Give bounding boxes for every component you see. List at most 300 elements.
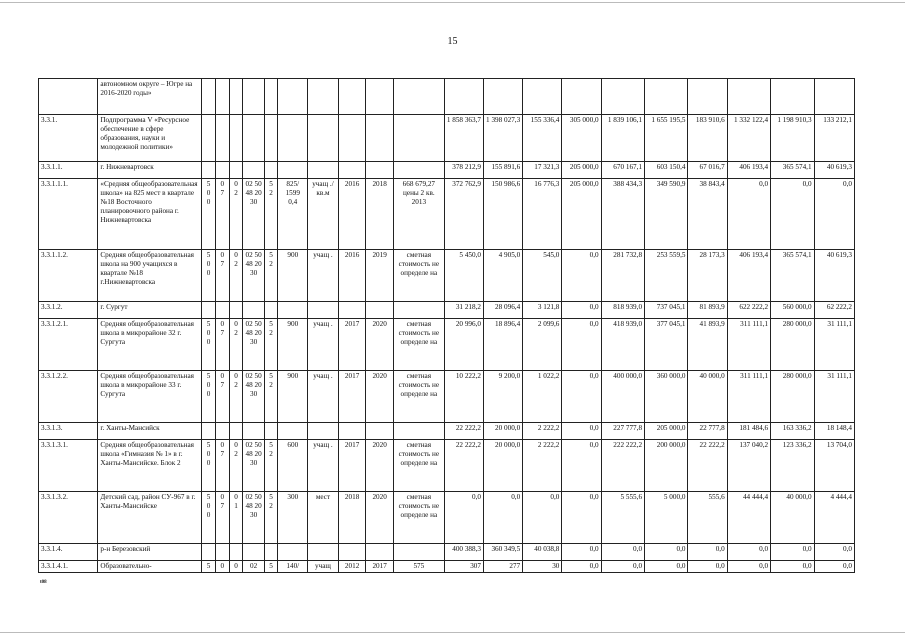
cell-unit: учащ . xyxy=(308,440,339,492)
cell-v1: 0,0 xyxy=(444,492,483,544)
cell-v2: 1 398 027,3 xyxy=(483,115,522,162)
cell-v8: 311 111,1 xyxy=(727,371,770,423)
cell-code: 3.3.1.2. xyxy=(39,302,98,319)
table-row xyxy=(39,440,855,492)
cell-c5 xyxy=(264,162,278,179)
cell-code: 3.3.1.4.1. xyxy=(39,561,98,573)
cell-start: 2017 xyxy=(338,371,366,423)
cell-v3: 1 022,2 xyxy=(523,371,562,423)
cell-c3 xyxy=(229,302,243,319)
cell-end: 2020 xyxy=(366,492,394,544)
cell-v5: 222 222,2 xyxy=(601,440,644,492)
cell-end xyxy=(366,162,394,179)
cell-c5: 5 2 xyxy=(264,179,278,250)
cell-v1: 10 222,2 xyxy=(444,371,483,423)
cell-end: 2020 xyxy=(366,440,394,492)
cell-v8: 0,0 xyxy=(727,561,770,573)
cell-end: 2019 xyxy=(366,250,394,302)
cell-v10 xyxy=(814,79,854,115)
cell-c3: 0 2 xyxy=(229,250,243,302)
cell-v4 xyxy=(562,79,601,115)
cell-unit: учащ . xyxy=(308,319,339,371)
cell-cost-ref: сметная стоимость не определе на xyxy=(393,440,444,492)
cell-name: Средняя общеобразовательная школа на 900 учащихся в квартале №18 г.Нижневартовска xyxy=(98,250,202,302)
cell-start: 2018 xyxy=(338,492,366,544)
cell-c3: 0 2 xyxy=(229,179,243,250)
cell-c5: 5 2 xyxy=(264,250,278,302)
cell-v9: 280 000,0 xyxy=(771,371,814,423)
cell-unit xyxy=(308,544,339,561)
cell-v7: 38 843,4 xyxy=(688,179,727,250)
cell-c1: 5 0 0 xyxy=(202,179,216,250)
cell-v2: 150 986,6 xyxy=(483,179,522,250)
cell-c3: 0 1 xyxy=(229,492,243,544)
cell-v1 xyxy=(444,79,483,115)
cell-c1: 5 0 0 xyxy=(202,371,216,423)
cell-capacity xyxy=(278,544,308,561)
cell-c2: 0 7 xyxy=(215,250,229,302)
cell-v9: 123 336,2 xyxy=(771,440,814,492)
cell-v2: 0,0 xyxy=(483,492,522,544)
cell-v8: 311 111,1 xyxy=(727,319,770,371)
cell-c1 xyxy=(202,79,216,115)
cell-start xyxy=(338,115,366,162)
cell-v6: 737 045,1 xyxy=(645,302,688,319)
cell-v6: 377 045,1 xyxy=(645,319,688,371)
cell-v8 xyxy=(727,79,770,115)
cell-v8: 622 222,2 xyxy=(727,302,770,319)
cell-c2: 0 7 xyxy=(215,371,229,423)
cell-v2: 20 000,0 xyxy=(483,423,522,440)
cell-v7: 22 777,8 xyxy=(688,423,727,440)
cell-v10: 133 212,1 xyxy=(814,115,854,162)
cell-start: 2016 xyxy=(338,250,366,302)
cell-v5: 400 000,0 xyxy=(601,371,644,423)
cell-name: Образовательно- xyxy=(98,561,202,573)
cell-v6: 0,0 xyxy=(645,544,688,561)
cell-v3: 16 776,3 xyxy=(523,179,562,250)
cell-v6: 253 559,5 xyxy=(645,250,688,302)
cell-c1: 5 0 0 xyxy=(202,440,216,492)
cell-name: Средняя общеобразовательная школа «Гимназия № 1» в г. Ханты-Мансийске. Блок 2 xyxy=(98,440,202,492)
table-row xyxy=(39,302,855,319)
cell-v4: 205 000,0 xyxy=(562,162,601,179)
cell-v5: 227 777,8 xyxy=(601,423,644,440)
cell-end xyxy=(366,79,394,115)
cell-capacity xyxy=(278,423,308,440)
cell-v1: 31 218,2 xyxy=(444,302,483,319)
cell-c5: 5 2 xyxy=(264,371,278,423)
cell-v3: 545,0 xyxy=(523,250,562,302)
cell-v8: 181 484,6 xyxy=(727,423,770,440)
cell-name: «Средняя общеобразовательная школа» на 825 мест в квартале №18 Восточного планировочного района г. Нижневартовска xyxy=(98,179,202,250)
cell-v3: 2 222,2 xyxy=(523,423,562,440)
cell-v5: 1 839 106,1 xyxy=(601,115,644,162)
cell-start: 2017 xyxy=(338,440,366,492)
cell-v5: 0,0 xyxy=(601,544,644,561)
cell-v7: 22 222,2 xyxy=(688,440,727,492)
cell-c2: 0 7 xyxy=(215,319,229,371)
cell-unit xyxy=(308,162,339,179)
cell-v6: 349 590,9 xyxy=(645,179,688,250)
cell-v7: 0,0 xyxy=(688,561,727,573)
cell-name: Средняя общеобразовательная школа в микрорайоне 33 г. Сургута xyxy=(98,371,202,423)
cell-v10: 31 111,1 xyxy=(814,319,854,371)
cell-v10: 13 704,0 xyxy=(814,440,854,492)
cell-end xyxy=(366,115,394,162)
cell-unit xyxy=(308,302,339,319)
cell-unit xyxy=(308,115,339,162)
cell-end xyxy=(366,302,394,319)
cell-start: 2012 xyxy=(338,561,366,573)
cell-v2: 9 200,0 xyxy=(483,371,522,423)
table-row xyxy=(39,561,855,573)
cell-end: 2020 xyxy=(366,371,394,423)
cell-v9: 0,0 xyxy=(771,179,814,250)
cell-v5: 0,0 xyxy=(601,561,644,573)
cell-c3 xyxy=(229,79,243,115)
cell-v1: 1 858 363,7 xyxy=(444,115,483,162)
cell-cost-ref: сметная стоимость не определе на xyxy=(393,492,444,544)
cell-v6: 360 000,0 xyxy=(645,371,688,423)
table-row xyxy=(39,492,855,544)
cell-v4: 0,0 xyxy=(562,544,601,561)
cell-v1: 22 222,2 xyxy=(444,423,483,440)
cell-v5: 670 167,1 xyxy=(601,162,644,179)
cell-unit xyxy=(308,79,339,115)
cell-c3 xyxy=(229,544,243,561)
investment-table xyxy=(38,78,855,573)
cell-c4: 02 50 48 20 30 xyxy=(243,179,264,250)
cell-v6: 1 655 195,5 xyxy=(645,115,688,162)
table-row xyxy=(39,423,855,440)
cell-c1 xyxy=(202,423,216,440)
cell-v7: 81 893,9 xyxy=(688,302,727,319)
cell-unit: учащ . xyxy=(308,250,339,302)
cell-start xyxy=(338,302,366,319)
cell-v1: 20 996,0 xyxy=(444,319,483,371)
cell-v9: 365 574,1 xyxy=(771,162,814,179)
table-row xyxy=(39,179,855,250)
cell-code xyxy=(39,79,98,115)
cell-c2 xyxy=(215,302,229,319)
cell-v1: 22 222,2 xyxy=(444,440,483,492)
cell-capacity xyxy=(278,79,308,115)
cell-c1: 5 0 0 xyxy=(202,250,216,302)
cell-cost-ref xyxy=(393,162,444,179)
cell-start: 2016 xyxy=(338,179,366,250)
cell-v4: 0,0 xyxy=(562,423,601,440)
cell-cost-ref: сметная стоимость не определе на xyxy=(393,371,444,423)
cell-v7: 28 173,3 xyxy=(688,250,727,302)
cell-c4: 02 50 48 20 30 xyxy=(243,371,264,423)
cell-unit: учащ ./ кв.м xyxy=(308,179,339,250)
cell-v7: 555,6 xyxy=(688,492,727,544)
cell-cost-ref xyxy=(393,544,444,561)
cell-c4 xyxy=(243,423,264,440)
cell-v1: 307 xyxy=(444,561,483,573)
cell-unit: учащ . xyxy=(308,371,339,423)
cell-v10: 0,0 xyxy=(814,561,854,573)
cell-v10: 40 619,3 xyxy=(814,250,854,302)
cell-v9: 280 000,0 xyxy=(771,319,814,371)
cell-c3 xyxy=(229,115,243,162)
cell-c5: 5 2 xyxy=(264,492,278,544)
cell-v9: 40 000,0 xyxy=(771,492,814,544)
cell-v8: 0,0 xyxy=(727,544,770,561)
cell-cost-ref xyxy=(393,79,444,115)
page-number: 15 xyxy=(447,36,458,47)
cell-c2: 0 xyxy=(215,561,229,573)
cell-capacity: 900 xyxy=(278,319,308,371)
cell-start xyxy=(338,162,366,179)
cell-cost-ref: сметная стоимость не определе на xyxy=(393,250,444,302)
cell-c4 xyxy=(243,544,264,561)
cell-c5 xyxy=(264,544,278,561)
cell-v2: 20 000,0 xyxy=(483,440,522,492)
cell-v10: 62 222,2 xyxy=(814,302,854,319)
cell-v3 xyxy=(523,79,562,115)
cell-name: Детский сад, район СУ-967 в г. Ханты-Мансийске xyxy=(98,492,202,544)
cell-c1 xyxy=(202,162,216,179)
cell-v1: 5 450,0 xyxy=(444,250,483,302)
cell-code: 3.3.1.1.2. xyxy=(39,250,98,302)
cell-cost-ref: 575 xyxy=(393,561,444,573)
cell-c4: 02 50 48 20 30 xyxy=(243,250,264,302)
cell-c5: 5 2 xyxy=(264,440,278,492)
cell-start xyxy=(338,423,366,440)
cell-v3: 3 121,8 xyxy=(523,302,562,319)
cell-v5 xyxy=(601,79,644,115)
cell-v10: 0,0 xyxy=(814,179,854,250)
cell-c5 xyxy=(264,79,278,115)
cell-c4: 02 50 48 20 30 xyxy=(243,492,264,544)
cell-end xyxy=(366,423,394,440)
cell-cost-ref xyxy=(393,115,444,162)
document-table-wrapper xyxy=(38,78,855,573)
cell-c3 xyxy=(229,423,243,440)
cell-start xyxy=(338,544,366,561)
cell-code: 3.3.1. xyxy=(39,115,98,162)
cell-c5 xyxy=(264,302,278,319)
cell-c5 xyxy=(264,115,278,162)
cell-v4: 0,0 xyxy=(562,250,601,302)
cell-v4: 0,0 xyxy=(562,302,601,319)
cell-code: 3.3.1.1.1. xyxy=(39,179,98,250)
cell-capacity xyxy=(278,302,308,319)
cell-c4 xyxy=(243,115,264,162)
cell-v3: 40 038,8 xyxy=(523,544,562,561)
table-row xyxy=(39,544,855,561)
cell-v1: 378 212,9 xyxy=(444,162,483,179)
cell-cost-ref: 668 679,27 цены 2 кв. 2013 xyxy=(393,179,444,250)
cell-c2 xyxy=(215,79,229,115)
cell-c4: 02 50 48 20 30 xyxy=(243,440,264,492)
cell-capacity: 600 xyxy=(278,440,308,492)
cell-v4: 0,0 xyxy=(562,371,601,423)
cell-c3 xyxy=(229,162,243,179)
cell-c2: 0 7 xyxy=(215,492,229,544)
cell-name: г. Сургут xyxy=(98,302,202,319)
cell-v8: 0,0 xyxy=(727,179,770,250)
cell-v7: 183 910,6 xyxy=(688,115,727,162)
cell-v3: 2 099,6 xyxy=(523,319,562,371)
cell-start: 2017 xyxy=(338,319,366,371)
cell-v5: 418 939,0 xyxy=(601,319,644,371)
cell-code: 3.3.1.2.1. xyxy=(39,319,98,371)
cell-v2: 360 349,5 xyxy=(483,544,522,561)
cell-v2: 277 xyxy=(483,561,522,573)
cell-c1 xyxy=(202,544,216,561)
cell-capacity xyxy=(278,115,308,162)
cell-c4 xyxy=(243,162,264,179)
cell-start xyxy=(338,79,366,115)
table-row xyxy=(39,250,855,302)
cell-c5: 5 xyxy=(264,561,278,573)
cell-v9 xyxy=(771,79,814,115)
cell-v9: 560 000,0 xyxy=(771,302,814,319)
cell-capacity: 900 xyxy=(278,250,308,302)
cell-v2 xyxy=(483,79,522,115)
cell-code: 3.3.1.3. xyxy=(39,423,98,440)
cell-v4: 0,0 xyxy=(562,440,601,492)
footer-mark: t08 xyxy=(40,580,47,585)
cell-v2: 28 096,4 xyxy=(483,302,522,319)
cell-c1: 5 0 0 xyxy=(202,319,216,371)
cell-c3: 0 2 xyxy=(229,319,243,371)
cell-name: Средняя общеобразовательная школа в микрорайоне 32 г. Сургута xyxy=(98,319,202,371)
cell-name: г. Ханты-Мансийск xyxy=(98,423,202,440)
cell-v5: 281 732,8 xyxy=(601,250,644,302)
cell-name: р-н Березовский xyxy=(98,544,202,561)
cell-name: Подпрограмма V «Ресурсное обеспечение в сфере образования, науки и молодежной политики» xyxy=(98,115,202,162)
cell-v6: 5 000,0 xyxy=(645,492,688,544)
cell-code: 3.3.1.1. xyxy=(39,162,98,179)
cell-v10: 0,0 xyxy=(814,544,854,561)
cell-c2 xyxy=(215,115,229,162)
cell-v2: 4 905,0 xyxy=(483,250,522,302)
cell-v2: 18 896,4 xyxy=(483,319,522,371)
cell-capacity: 300 xyxy=(278,492,308,544)
cell-v4: 0,0 xyxy=(562,492,601,544)
cell-v10: 4 444,4 xyxy=(814,492,854,544)
cell-v4: 0,0 xyxy=(562,561,601,573)
cell-v7: 40 000,0 xyxy=(688,371,727,423)
cell-c2 xyxy=(215,544,229,561)
top-rule xyxy=(0,2,905,3)
cell-c5 xyxy=(264,423,278,440)
cell-v3: 0,0 xyxy=(523,492,562,544)
cell-v8: 406 193,4 xyxy=(727,162,770,179)
cell-c4 xyxy=(243,79,264,115)
cell-code: 3.3.1.2.2. xyxy=(39,371,98,423)
cell-v9: 1 198 910,3 xyxy=(771,115,814,162)
cell-v7: 41 893,9 xyxy=(688,319,727,371)
cell-v6: 603 150,4 xyxy=(645,162,688,179)
cell-v5: 5 555,6 xyxy=(601,492,644,544)
cell-name: автономном округе – Югре на 2016-2020 годы» xyxy=(98,79,202,115)
cell-v3: 2 222,2 xyxy=(523,440,562,492)
cell-c1 xyxy=(202,115,216,162)
cell-unit: учащ xyxy=(308,561,339,573)
bottom-rule xyxy=(0,632,905,633)
cell-c2: 0 7 xyxy=(215,440,229,492)
table-row xyxy=(39,79,855,115)
cell-end: 2017 xyxy=(366,561,394,573)
cell-v10: 31 111,1 xyxy=(814,371,854,423)
cell-c1: 5 0 0 xyxy=(202,492,216,544)
cell-v9: 163 336,2 xyxy=(771,423,814,440)
cell-v10: 18 148,4 xyxy=(814,423,854,440)
cell-c3: 0 xyxy=(229,561,243,573)
cell-v9: 0,0 xyxy=(771,544,814,561)
cell-end xyxy=(366,544,394,561)
cell-c1 xyxy=(202,302,216,319)
cell-v8: 1 332 122,4 xyxy=(727,115,770,162)
cell-end: 2018 xyxy=(366,179,394,250)
cell-v7: 67 016,7 xyxy=(688,162,727,179)
cell-v7 xyxy=(688,79,727,115)
table-row xyxy=(39,319,855,371)
cell-name: г. Нижневартовск xyxy=(98,162,202,179)
cell-v1: 400 388,3 xyxy=(444,544,483,561)
cell-v4: 205 000,0 xyxy=(562,179,601,250)
cell-v7: 0,0 xyxy=(688,544,727,561)
cell-code: 3.3.1.3.2. xyxy=(39,492,98,544)
cell-capacity: 825/ 1599 0,4 xyxy=(278,179,308,250)
cell-c4: 02 xyxy=(243,561,264,573)
cell-cost-ref: сметная стоимость не определе на xyxy=(393,319,444,371)
cell-c3: 0 2 xyxy=(229,440,243,492)
cell-v3: 17 321,3 xyxy=(523,162,562,179)
cell-v6: 0,0 xyxy=(645,561,688,573)
cell-code: 3.3.1.4. xyxy=(39,544,98,561)
cell-unit xyxy=(308,423,339,440)
cell-c2: 0 7 xyxy=(215,179,229,250)
cell-v3: 155 336,4 xyxy=(523,115,562,162)
cell-v8: 44 444,4 xyxy=(727,492,770,544)
cell-c4 xyxy=(243,302,264,319)
cell-v1: 372 762,9 xyxy=(444,179,483,250)
table-row xyxy=(39,371,855,423)
table-row xyxy=(39,162,855,179)
cell-v3: 30 xyxy=(523,561,562,573)
cell-c1: 5 xyxy=(202,561,216,573)
cell-v5: 818 939,0 xyxy=(601,302,644,319)
cell-v9: 0,0 xyxy=(771,561,814,573)
cell-v8: 406 193,4 xyxy=(727,250,770,302)
cell-v5: 388 434,3 xyxy=(601,179,644,250)
cell-v8: 137 040,2 xyxy=(727,440,770,492)
cell-v10: 40 619,3 xyxy=(814,162,854,179)
cell-capacity: 140/ xyxy=(278,561,308,573)
cell-capacity: 900 xyxy=(278,371,308,423)
cell-v4: 0,0 xyxy=(562,319,601,371)
cell-end: 2020 xyxy=(366,319,394,371)
cell-v6: 200 000,0 xyxy=(645,440,688,492)
cell-c4: 02 50 48 20 30 xyxy=(243,319,264,371)
cell-v2: 155 891,6 xyxy=(483,162,522,179)
cell-v9: 365 574,1 xyxy=(771,250,814,302)
cell-v4: 305 000,0 xyxy=(562,115,601,162)
cell-c2 xyxy=(215,162,229,179)
cell-c2 xyxy=(215,423,229,440)
cell-v6: 205 000,0 xyxy=(645,423,688,440)
cell-c5: 5 2 xyxy=(264,319,278,371)
cell-cost-ref xyxy=(393,302,444,319)
table-row xyxy=(39,115,855,162)
cell-capacity xyxy=(278,162,308,179)
